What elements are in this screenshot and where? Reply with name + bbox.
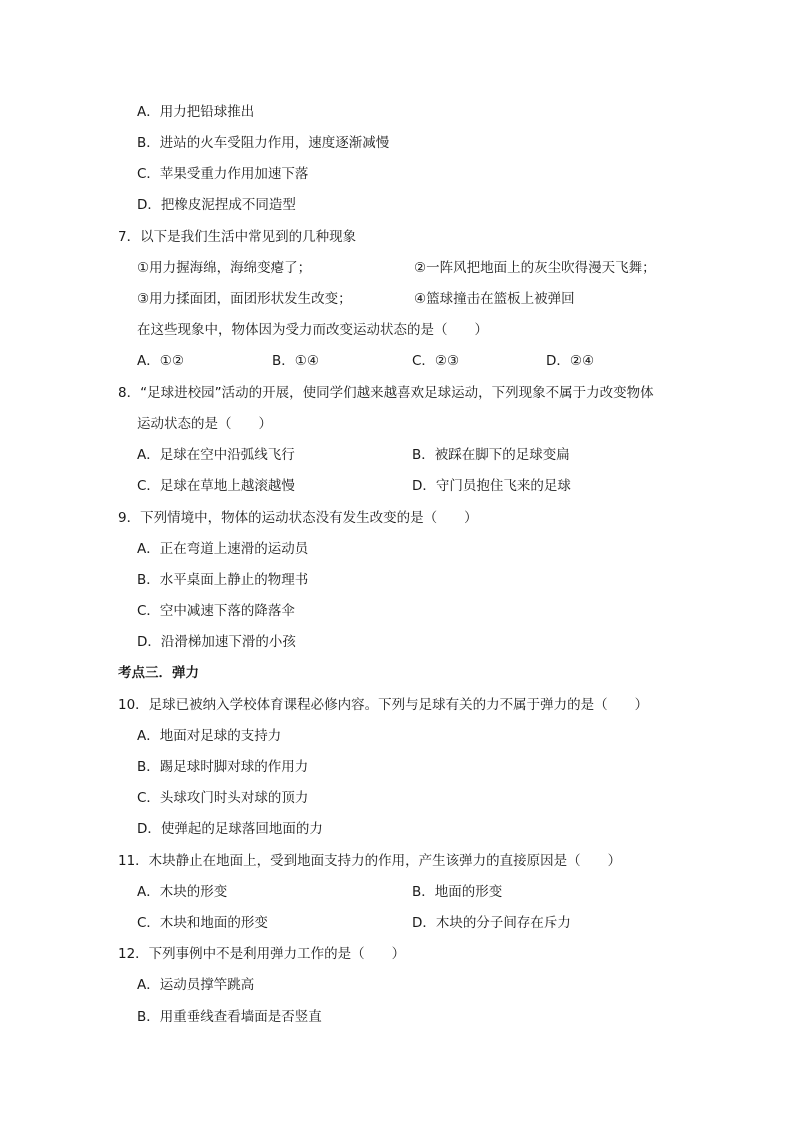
q9-option-b: B．水平桌面上静止的物理书 — [137, 572, 309, 588]
q11-option-b: B．地面的形变 — [412, 884, 503, 900]
q7-option-a: A．①② — [137, 353, 184, 369]
q7-option-b: B．①④ — [272, 353, 319, 369]
q9-stem: 9．下列情境中，物体的运动状态没有发生改变的是（ ） — [118, 510, 478, 526]
q10-stem: 10．足球已被纳入学校体育课程必修内容。下列与足球有关的力不属于弹力的是（ ） — [118, 697, 649, 713]
q8-stem-line2: 运动状态的是（ ） — [137, 416, 272, 432]
q11-option-d: D．木块的分子间存在斥力 — [412, 915, 571, 931]
q6-option-c: C．苹果受重力作用加速下落 — [137, 166, 309, 182]
q8-option-d: D．守门员抱住飞来的足球 — [412, 478, 571, 494]
q10-option-a: A．地面对足球的支持力 — [137, 728, 282, 744]
q9-option-a: A．正在弯道上速滑的运动员 — [137, 541, 309, 557]
q10-option-c: C．头球攻门时头对球的顶力 — [137, 790, 309, 806]
q11-option-a: A．木块的形变 — [137, 884, 228, 900]
q8-stem-line1: 8．“足球进校园”活动的开展，使同学们越来越喜欢足球运动，下列现象不属于力改变物体 — [118, 385, 654, 401]
q7-phenomenon-4: ④篮球撞击在篮板上被弹回 — [414, 291, 575, 307]
q7-option-d: D．②④ — [546, 353, 595, 369]
q10-option-b: B．踢足球时脚对球的作用力 — [137, 759, 309, 775]
q12-option-b: B．用重垂线查看墙面是否竖直 — [137, 1009, 322, 1025]
q6-option-a: A．用力把铅球推出 — [137, 104, 255, 120]
q7-question: 在这些现象中，物体因为受力而改变运动状态的是（ ） — [137, 322, 488, 338]
q12-option-a: A．运动员撑竿跳高 — [137, 977, 255, 993]
q7-phenomenon-2: ②一阵风把地面上的灰尘吹得漫天飞舞； — [414, 260, 656, 276]
q7-phenomenon-1: ①用力握海绵，海绵变瘪了； — [137, 260, 312, 276]
section-heading: 考点三．弹力 — [118, 665, 199, 681]
q11-option-c: C．木块和地面的形变 — [137, 915, 268, 931]
q11-stem: 11．木块静止在地面上，受到地面支持力的作用，产生该弹力的直接原因是（ ） — [118, 853, 622, 869]
q8-option-c: C．足球在草地上越滚越慢 — [137, 478, 295, 494]
q6-option-b: B．进站的火车受阻力作用，速度逐渐减慢 — [137, 135, 390, 151]
q9-option-d: D．沿滑梯加速下滑的小孩 — [137, 634, 296, 650]
q12-stem: 12．下列事例中不是利用弹力工作的是（ ） — [118, 946, 406, 962]
q8-option-a: A．足球在空中沿弧线飞行 — [137, 447, 295, 463]
q7-option-c: C．②③ — [412, 353, 460, 369]
q7-stem: 7．以下是我们生活中常见到的几种现象 — [118, 229, 357, 245]
q8-option-b: B．被踩在脚下的足球变扁 — [412, 447, 570, 463]
q10-option-d: D．使弹起的足球落回地面的力 — [137, 821, 323, 837]
q7-phenomenon-3: ③用力揉面团，面团形状发生改变； — [137, 291, 352, 307]
q6-option-d: D．把橡皮泥捏成不同造型 — [137, 197, 296, 213]
q9-option-c: C．空中减速下落的降落伞 — [137, 603, 295, 619]
